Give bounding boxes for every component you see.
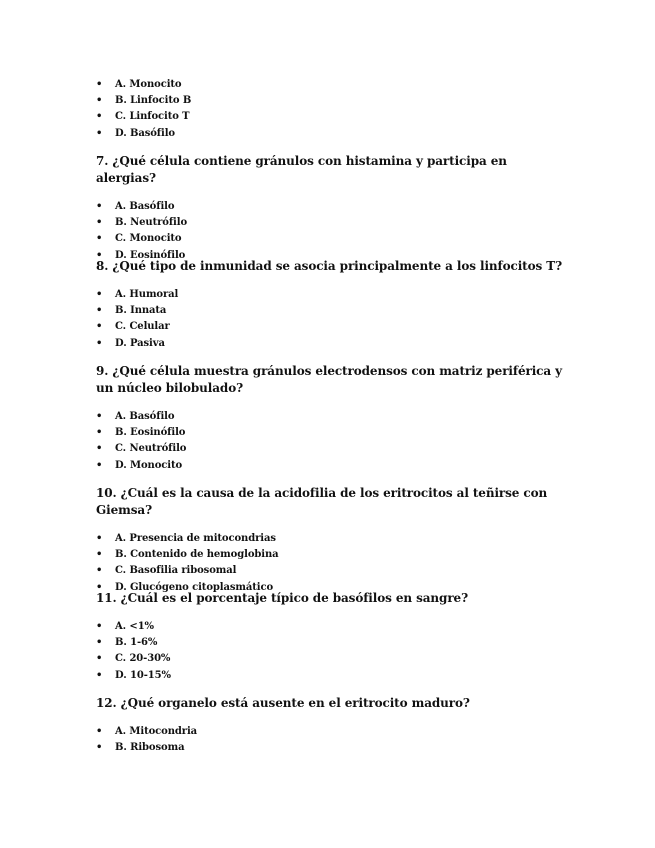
question-text: 11. ¿Cuál es el porcentaje típico de basófilos en sangre? — [96, 591, 469, 605]
bullet-icon: • — [96, 669, 103, 681]
question-text: 9. ¿Qué célula muestra gránulos electrodensos con matriz periférica y un núcleo bilobulado? — [96, 364, 562, 395]
list-item — [96, 336, 566, 352]
question-block — [96, 363, 566, 474]
question-block — [96, 77, 566, 142]
option-list — [96, 724, 566, 756]
bullet-icon: • — [96, 337, 103, 349]
list-item — [96, 458, 566, 474]
question-text: 10. ¿Cuál es la causa de la acidofilia de los eritrocitos al teñirse con Giemsa? — [96, 486, 548, 517]
option-text: A. Presencia de mitocondrias — [115, 533, 276, 544]
option-list — [96, 287, 566, 352]
list-item — [96, 126, 566, 142]
question-block — [96, 695, 566, 756]
bullet-icon: • — [96, 95, 103, 107]
bullet-icon: • — [96, 565, 103, 577]
option-text: C. 20-30% — [115, 653, 171, 665]
bullet-icon: • — [96, 427, 103, 439]
question-text: 7. ¿Qué célula contiene gránulos con histamina y participa en alergias? — [96, 154, 507, 185]
list-item — [96, 109, 566, 125]
list-item — [96, 199, 566, 215]
option-text: A. Basófilo — [115, 411, 175, 422]
bullet-icon: • — [96, 127, 103, 139]
question-text: 8. ¿Qué tipo de inmunidad se asocia principalmente a los linfocitos T? — [96, 259, 563, 273]
bullet-icon: • — [96, 443, 103, 455]
option-text: A. Basófilo — [115, 201, 175, 212]
bullet-icon: • — [96, 233, 103, 245]
option-text: B. Contenido de hemoglobina — [115, 549, 279, 561]
bullet-icon: • — [96, 305, 103, 317]
list-item — [96, 409, 566, 425]
list-item — [96, 231, 566, 247]
bullet-icon: • — [96, 533, 103, 544]
list-item — [96, 668, 566, 684]
option-text: B. Linfocito B — [115, 95, 192, 107]
bullet-icon: • — [96, 621, 103, 632]
bullet-icon: • — [96, 637, 103, 649]
bullet-icon: • — [96, 653, 103, 665]
option-text: A. Mitocondria — [115, 726, 198, 737]
list-item — [96, 441, 566, 457]
list-item — [96, 93, 566, 109]
list-item — [96, 319, 566, 335]
question-block — [96, 258, 566, 352]
list-item — [96, 287, 566, 303]
question-text: 12. ¿Qué organelo está ausente en el eritrocito maduro? — [96, 696, 470, 710]
question-block — [96, 485, 566, 596]
list-item — [96, 635, 566, 651]
list-item — [96, 425, 566, 441]
bullet-icon: • — [96, 549, 103, 561]
option-text: D. 10-15% — [115, 669, 171, 681]
list-item — [96, 547, 566, 563]
option-text: C. Celular — [115, 321, 170, 333]
bullet-icon: • — [96, 726, 103, 737]
bullet-icon: • — [96, 742, 103, 754]
list-item — [96, 740, 566, 756]
option-text: B. Ribosoma — [115, 742, 185, 754]
option-text: C. Linfocito T — [115, 111, 190, 123]
question-block — [96, 153, 566, 264]
option-text: A. <1% — [115, 621, 154, 632]
list-item — [96, 619, 566, 635]
option-text: D. Monocito — [115, 459, 183, 471]
option-text: C. Neutrófilo — [115, 443, 187, 455]
bullet-icon: • — [96, 217, 103, 229]
option-text: B. 1-6% — [115, 637, 158, 649]
option-text: D. Basófilo — [115, 127, 175, 139]
bullet-icon: • — [96, 321, 103, 333]
list-item — [96, 563, 566, 579]
bullet-icon: • — [96, 111, 103, 123]
option-text: C. Monocito — [115, 233, 182, 245]
option-text: A. Humoral — [115, 289, 179, 300]
option-text: B. Eosinófilo — [115, 427, 186, 439]
bullet-icon: • — [96, 249, 103, 261]
bullet-icon: • — [96, 459, 103, 471]
list-item — [96, 77, 566, 93]
option-text: D. Pasiva — [115, 337, 165, 349]
option-text: A. Monocito — [115, 79, 182, 90]
list-item — [96, 651, 566, 667]
bullet-icon: • — [96, 201, 103, 212]
bullet-icon: • — [96, 79, 103, 90]
list-item — [96, 531, 566, 547]
option-list — [96, 619, 566, 684]
bullet-icon: • — [96, 289, 103, 300]
option-list — [96, 77, 566, 142]
option-text: D. Eosinófilo — [115, 249, 186, 261]
option-text: B. Neutrófilo — [115, 217, 188, 229]
list-item — [96, 303, 566, 319]
option-text: C. Basofilia ribosomal — [115, 565, 237, 577]
option-text: D. Glucógeno citoplasmático — [115, 581, 274, 593]
option-list — [96, 199, 566, 264]
list-item — [96, 215, 566, 231]
list-item — [96, 724, 566, 740]
option-text: B. Innata — [115, 305, 167, 317]
question-block — [96, 590, 566, 684]
bullet-icon: • — [96, 581, 103, 593]
option-list — [96, 409, 566, 474]
option-list — [96, 531, 566, 596]
bullet-icon: • — [96, 411, 103, 422]
